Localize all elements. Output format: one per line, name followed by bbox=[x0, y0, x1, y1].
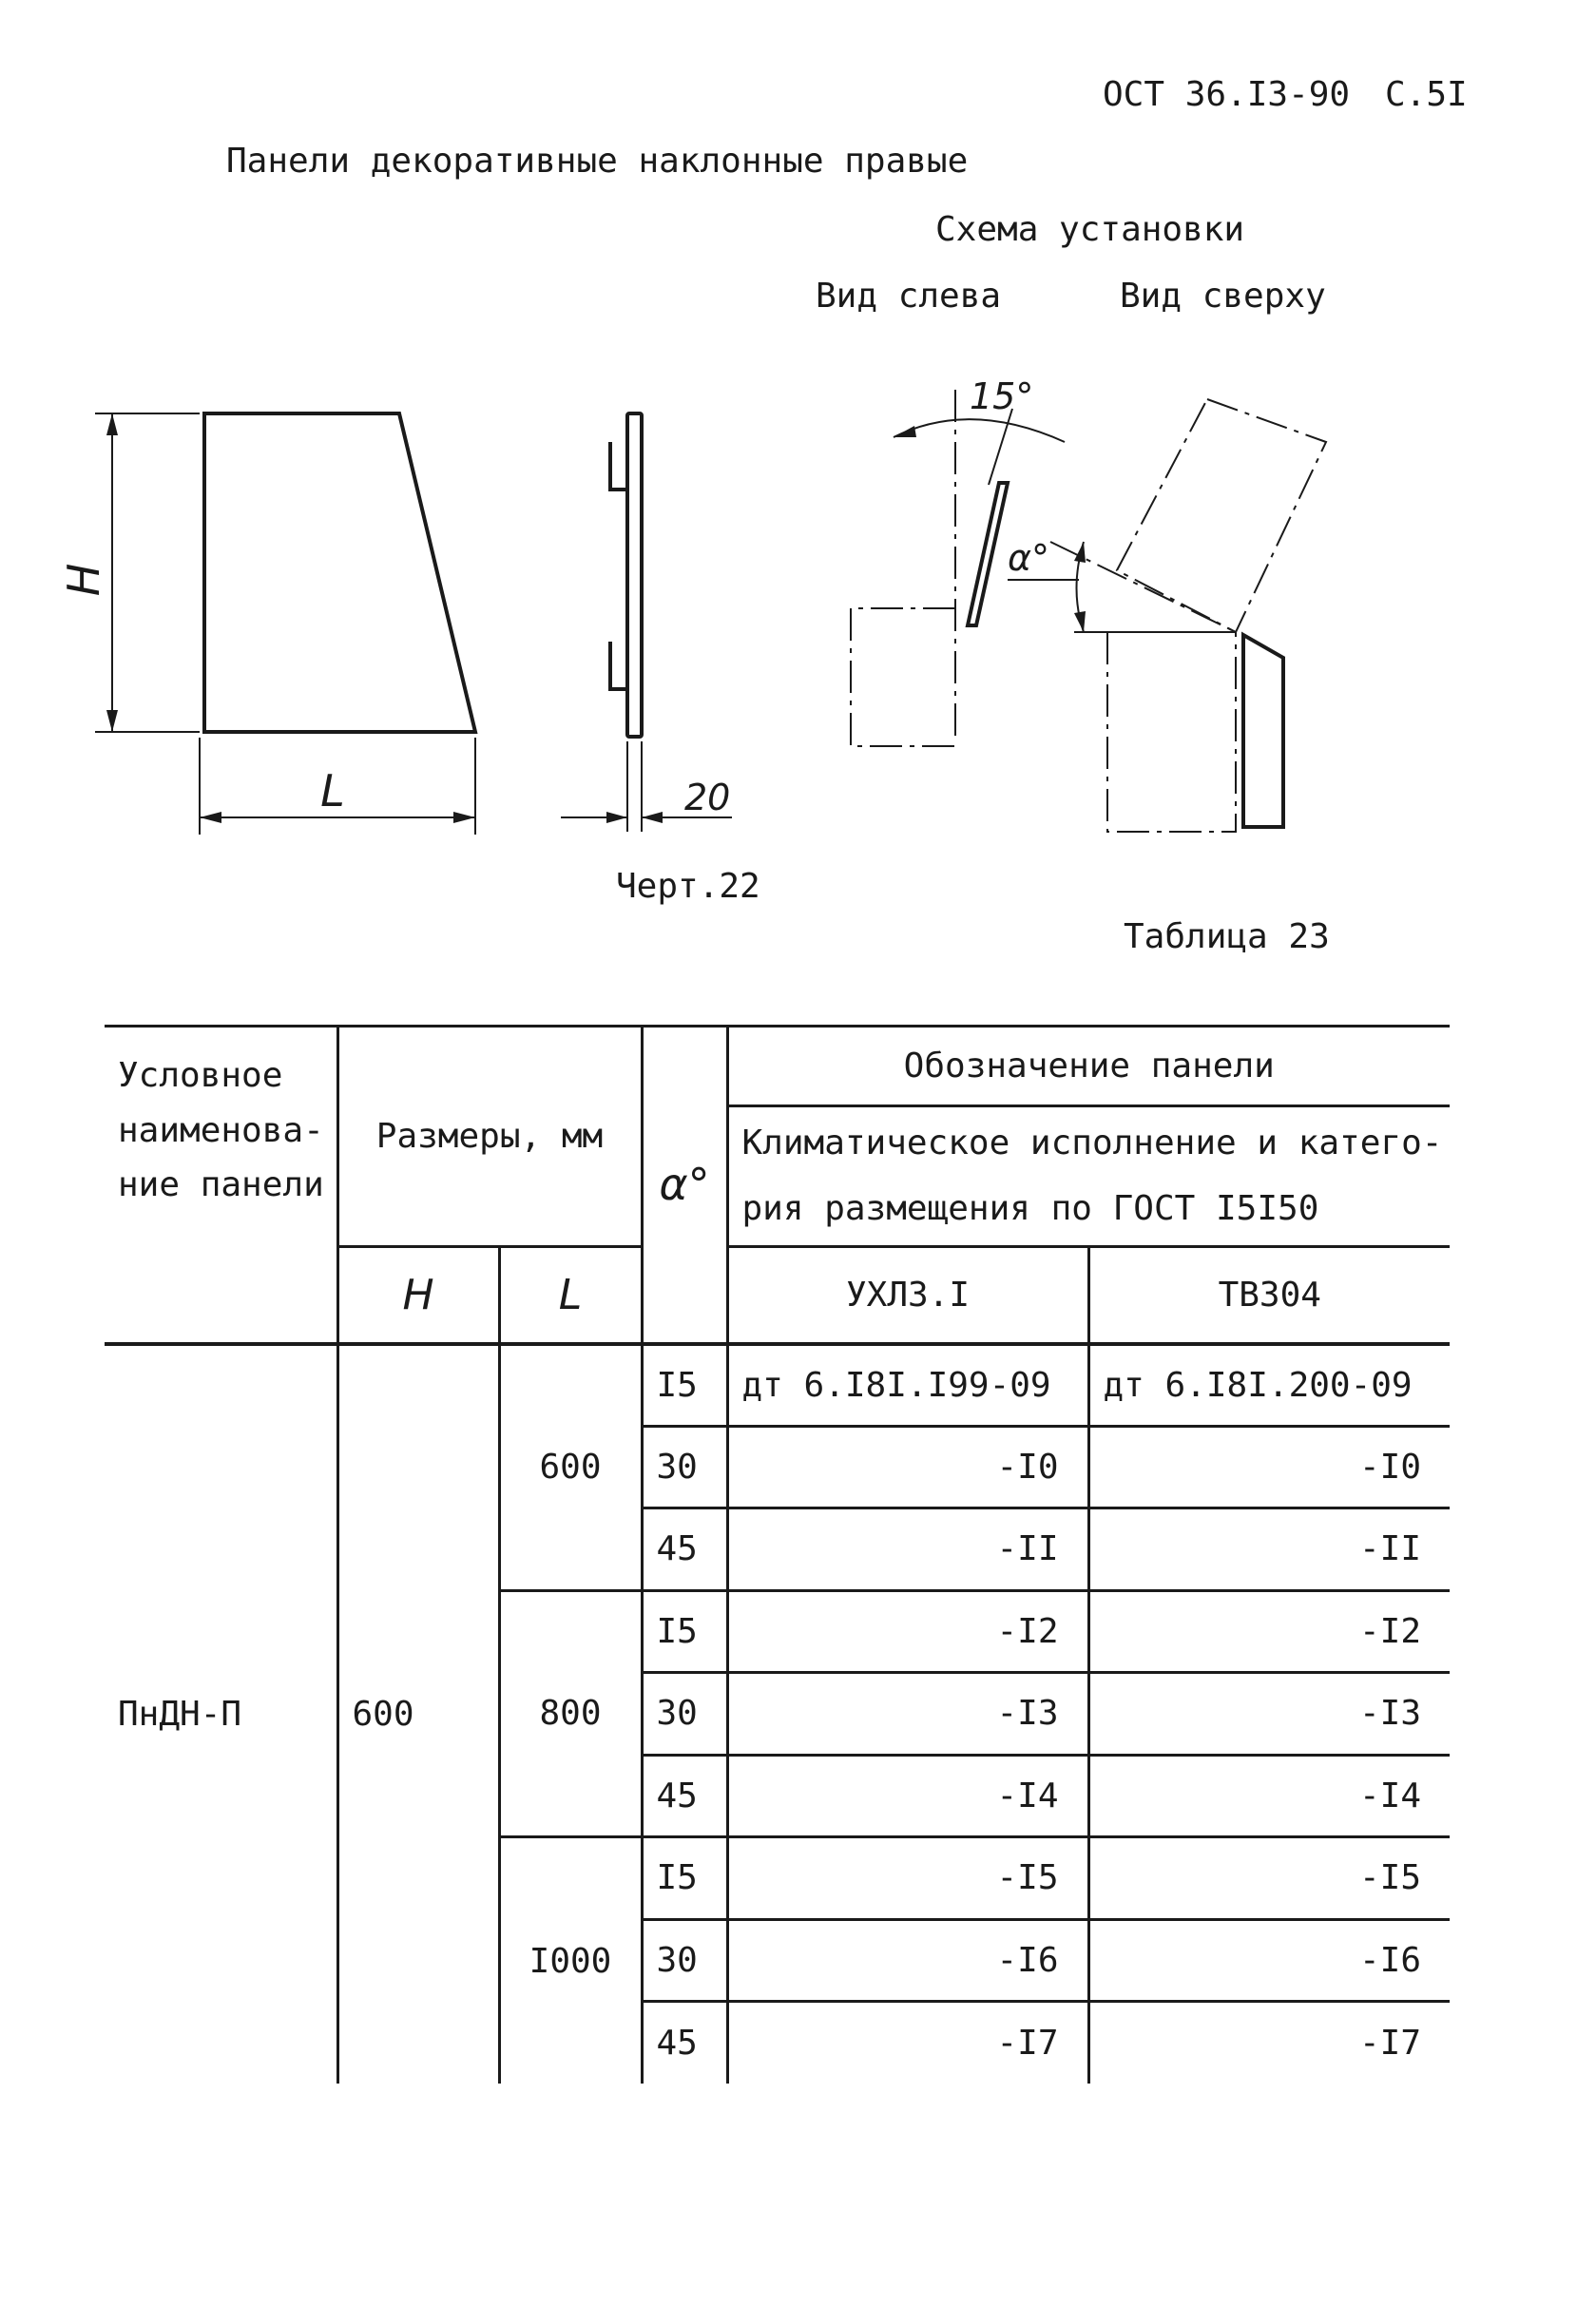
wall-outline-lower bbox=[1107, 632, 1236, 832]
header-l: L bbox=[499, 1247, 642, 1344]
header-col1: УХЛ3.I bbox=[727, 1247, 1088, 1344]
dimension-thickness-label: 20 bbox=[684, 777, 731, 818]
angle-label: 15° bbox=[970, 375, 1034, 417]
length-cell: I000 bbox=[499, 1837, 642, 2084]
drawing-caption: Черт.22 bbox=[616, 867, 760, 906]
scheme-title: Схема установки bbox=[935, 210, 1245, 249]
alpha-cell: 45 bbox=[642, 1755, 727, 1837]
arrow-icon bbox=[1074, 542, 1086, 563]
alpha-label: α° bbox=[1008, 537, 1050, 579]
wall-outline bbox=[851, 608, 955, 746]
view-left-label: Вид слева bbox=[816, 277, 1002, 316]
arrow-icon bbox=[453, 812, 475, 823]
alpha-cell: 45 bbox=[642, 2002, 727, 2084]
designation-uhl-cell: -I0 bbox=[727, 1426, 1088, 1508]
wall-outline-top bbox=[1117, 399, 1326, 632]
header-name: Условное наименова- ние панели bbox=[105, 1027, 337, 1344]
arrow-icon bbox=[606, 812, 627, 823]
height-cell: 600 bbox=[337, 1344, 499, 2084]
header-h: H bbox=[337, 1247, 499, 1344]
designation-tv-cell: -I2 bbox=[1088, 1590, 1450, 1673]
designation-uhl-cell: -I6 bbox=[727, 1919, 1088, 2002]
length-cell: 600 bbox=[499, 1344, 642, 1591]
designation-tv-cell: -I5 bbox=[1088, 1837, 1450, 1920]
designation-tv-cell: -I7 bbox=[1088, 2002, 1450, 2084]
designation-uhl-cell: -I5 bbox=[727, 1837, 1088, 1920]
alpha-cell: 30 bbox=[642, 1426, 727, 1508]
dimension-l-label: L bbox=[320, 765, 345, 816]
arrow-icon bbox=[200, 812, 221, 823]
page-title: Панели декоративные наклонные правые bbox=[226, 142, 969, 181]
page-number: С.5I bbox=[1385, 75, 1468, 114]
designation-uhl-cell: -II bbox=[727, 1508, 1088, 1591]
panel-table bbox=[105, 1025, 1450, 2084]
panel-name-cell: ПнДН-П bbox=[118, 1695, 242, 1735]
header-alpha: α° bbox=[642, 1027, 727, 1344]
alpha-cell: I5 bbox=[642, 1344, 727, 1427]
designation-tv-cell: -I0 bbox=[1088, 1426, 1450, 1508]
arrow-icon bbox=[1074, 611, 1086, 632]
hook-upper bbox=[610, 442, 627, 490]
alpha-cell: I5 bbox=[642, 1837, 727, 1920]
header-sizes: Размеры, мм bbox=[337, 1027, 642, 1247]
panel-side-view bbox=[551, 399, 741, 846]
alpha-cell: I5 bbox=[642, 1590, 727, 1673]
table-row bbox=[105, 1344, 1450, 1427]
hook-lower bbox=[610, 642, 627, 689]
designation-uhl-cell: дт 6.I8I.I99-09 bbox=[727, 1344, 1088, 1427]
dimension-h-label: H bbox=[58, 563, 109, 597]
length-cell: 800 bbox=[499, 1590, 642, 1837]
scheme-top-view bbox=[989, 380, 1350, 836]
arrow-icon bbox=[106, 413, 118, 435]
designation-uhl-cell: -I3 bbox=[727, 1673, 1088, 1756]
alpha-cell: 45 bbox=[642, 1508, 727, 1591]
panel-section bbox=[627, 413, 642, 737]
table-caption: Таблица 23 bbox=[1124, 917, 1330, 956]
designation-uhl-cell: -I4 bbox=[727, 1755, 1088, 1837]
panel-front-view bbox=[57, 380, 504, 846]
arrow-icon bbox=[106, 710, 118, 732]
arrow-icon bbox=[894, 426, 916, 437]
designation-uhl-cell: -I2 bbox=[727, 1590, 1088, 1673]
designation-tv-cell: -II bbox=[1088, 1508, 1450, 1591]
panel-outline bbox=[204, 413, 475, 732]
designation-tv-cell: дт 6.I8I.200-09 bbox=[1088, 1344, 1450, 1427]
alpha-cell: 30 bbox=[642, 1919, 727, 2002]
view-top-label: Вид сверху bbox=[1120, 277, 1326, 316]
header-designation: Обозначение панели bbox=[727, 1027, 1450, 1106]
arrow-icon bbox=[642, 812, 663, 823]
alpha-cell: 30 bbox=[642, 1673, 727, 1756]
document-code: ОСТ 36.I3-90 bbox=[1103, 75, 1351, 114]
designation-uhl-cell: -I7 bbox=[727, 2002, 1088, 2084]
header-col2: ТВ304 bbox=[1088, 1247, 1450, 1344]
header-climate: Климатическое исполнение и катего- рия размещения по ГОСТ I5I50 bbox=[727, 1106, 1450, 1247]
panel-plan bbox=[1243, 635, 1283, 827]
designation-tv-cell: -I4 bbox=[1088, 1755, 1450, 1837]
designation-tv-cell: -I6 bbox=[1088, 1919, 1450, 2002]
designation-tv-cell: -I3 bbox=[1088, 1673, 1450, 1756]
